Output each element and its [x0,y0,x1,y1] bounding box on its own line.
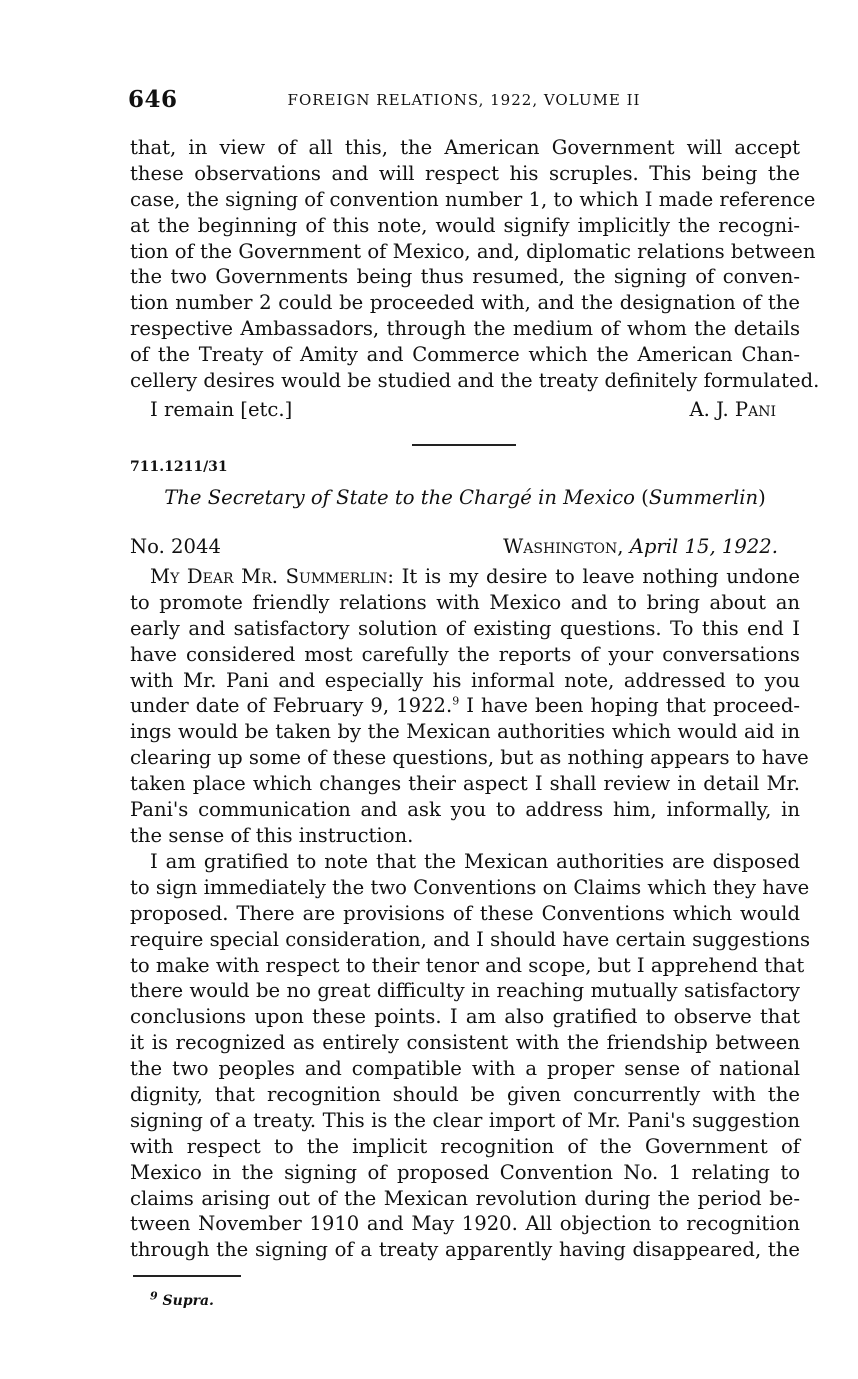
text-line: Pani's communication and ask you to address him, informally, in [130,798,800,822]
page-number: 646 [128,86,178,113]
text-line: have considered most carefully the reports of your conversations [130,642,800,666]
running-head: FOREIGN RELATIONS, 1922, VOLUME II [287,91,641,109]
closing-text: I remain [etc.] [150,398,293,421]
footnote-divider [133,1275,241,1277]
text-line: require special consideration, and I should have certain suggestions [130,927,811,951]
text-line: it is recognized as entirely consistent with the friendship between [130,1031,800,1055]
paragraph-1 [130,564,809,849]
footnote-marker: 9 [150,1289,158,1303]
text-line: to sign immediately the two Conventions on Claims which they have [130,875,810,899]
text-line: that, in view of all this, the American Government will accept [130,136,800,159]
title-close-paren: ) [758,486,766,509]
text-line: cellery desires would be studied and the treaty definitely formulated. [130,369,820,393]
text-line: tion of the Government of Mexico, and, diplomatic relations between [130,239,816,263]
text-line: dignity, that recognition should be given concurrently with the [130,1083,800,1107]
text-line [130,693,800,719]
text-line: the two Governments being thus resumed, the signing of conven- [130,265,800,289]
text-line: taken place which changes their aspect I shall review in detail Mr. [130,772,800,796]
text-line: early and satisfactory solution of existing questions. To this end I [130,616,800,640]
document-title [130,486,800,509]
text-line: Mexico in the signing of proposed Convention No. 1 relating to [130,1160,800,1184]
text-line: conclusions upon these points. I am also gratified to observe that [130,1005,800,1029]
text-line: with Mr. Pani and especially his informal note, addressed to you [130,668,800,692]
footnote-reference: 9 [452,694,460,708]
text-line: ings would be taken by the Mexican authorities which would aid in [130,720,800,744]
footnote [150,1289,214,1309]
text-line: I am gratified to note that the Mexican authorities are disposed [150,850,800,873]
date-place: Washington, [503,535,624,558]
salutation: My Dear Mr. Summerlin: [150,565,394,588]
date-value: April 15, 1922. [629,535,778,558]
paragraph-2 [130,849,811,1263]
title-open-paren: ( [641,486,649,509]
title-recipient: Summerlin [648,486,759,509]
signature: A. J. Pani [689,398,776,421]
text-line: of the Treaty of Amity and Commerce which the American Chan- [130,343,800,367]
text-line [130,564,800,590]
file-number: 711.1211/31 [130,459,228,475]
dateline [503,535,778,558]
text-line: signing of a treaty. This is the clear import of Mr. Pani's suggestion [130,1108,800,1132]
text-line: case, the signing of convention number 1, to which I made reference [130,187,816,211]
text-line: there would be no great difficulty in reaching mutually satisfactory [130,979,800,1003]
document-number: No. 2044 [130,535,221,558]
note-line-text: under date of February 9, 1922. [130,694,453,718]
footnote-text: Supra. [162,1293,214,1309]
text-line: with respect to the implicit recognition of the Government of [130,1134,800,1158]
text-line: through the signing of a treaty apparently having disappeared, the [130,1238,800,1262]
salutation-rest: It is my desire to leave nothing undone [393,565,801,588]
text-line: at the beginning of this note, would signify implicitly the recogni- [130,213,800,237]
text-line: tion number 2 could be proceeded with, and the designation of the [130,291,800,315]
text-line: clearing up some of these questions, but as nothing appears to have [130,746,809,770]
text-line: respective Ambassadors, through the medium of whom the details [130,317,800,341]
text-line: proposed. There are provisions of these Conventions which would [130,901,800,925]
note-line-rest: I have been hoping that proceed- [459,694,800,718]
text-line: tween November 1910 and May 1920. All objection to recognition [130,1212,800,1236]
text-line: the sense of this instruction. [130,823,414,847]
text-line: these observations and will respect his scruples. This being the [130,161,800,185]
closing-row [150,398,776,424]
continuation-paragraph [130,135,820,394]
text-line: to promote friendly relations with Mexico and to bring about an [130,590,800,614]
text-line: to make with respect to their tenor and scope, but I apprehend that [130,953,805,977]
text-line: claims arising out of the Mexican revolution during the period be- [130,1186,800,1210]
title-main: The Secretary of State to the Chargé in Mexico [164,486,635,509]
text-line: the two peoples and compatible with a proper sense of national [130,1057,800,1081]
page-header [128,86,800,118]
section-divider [412,444,516,446]
